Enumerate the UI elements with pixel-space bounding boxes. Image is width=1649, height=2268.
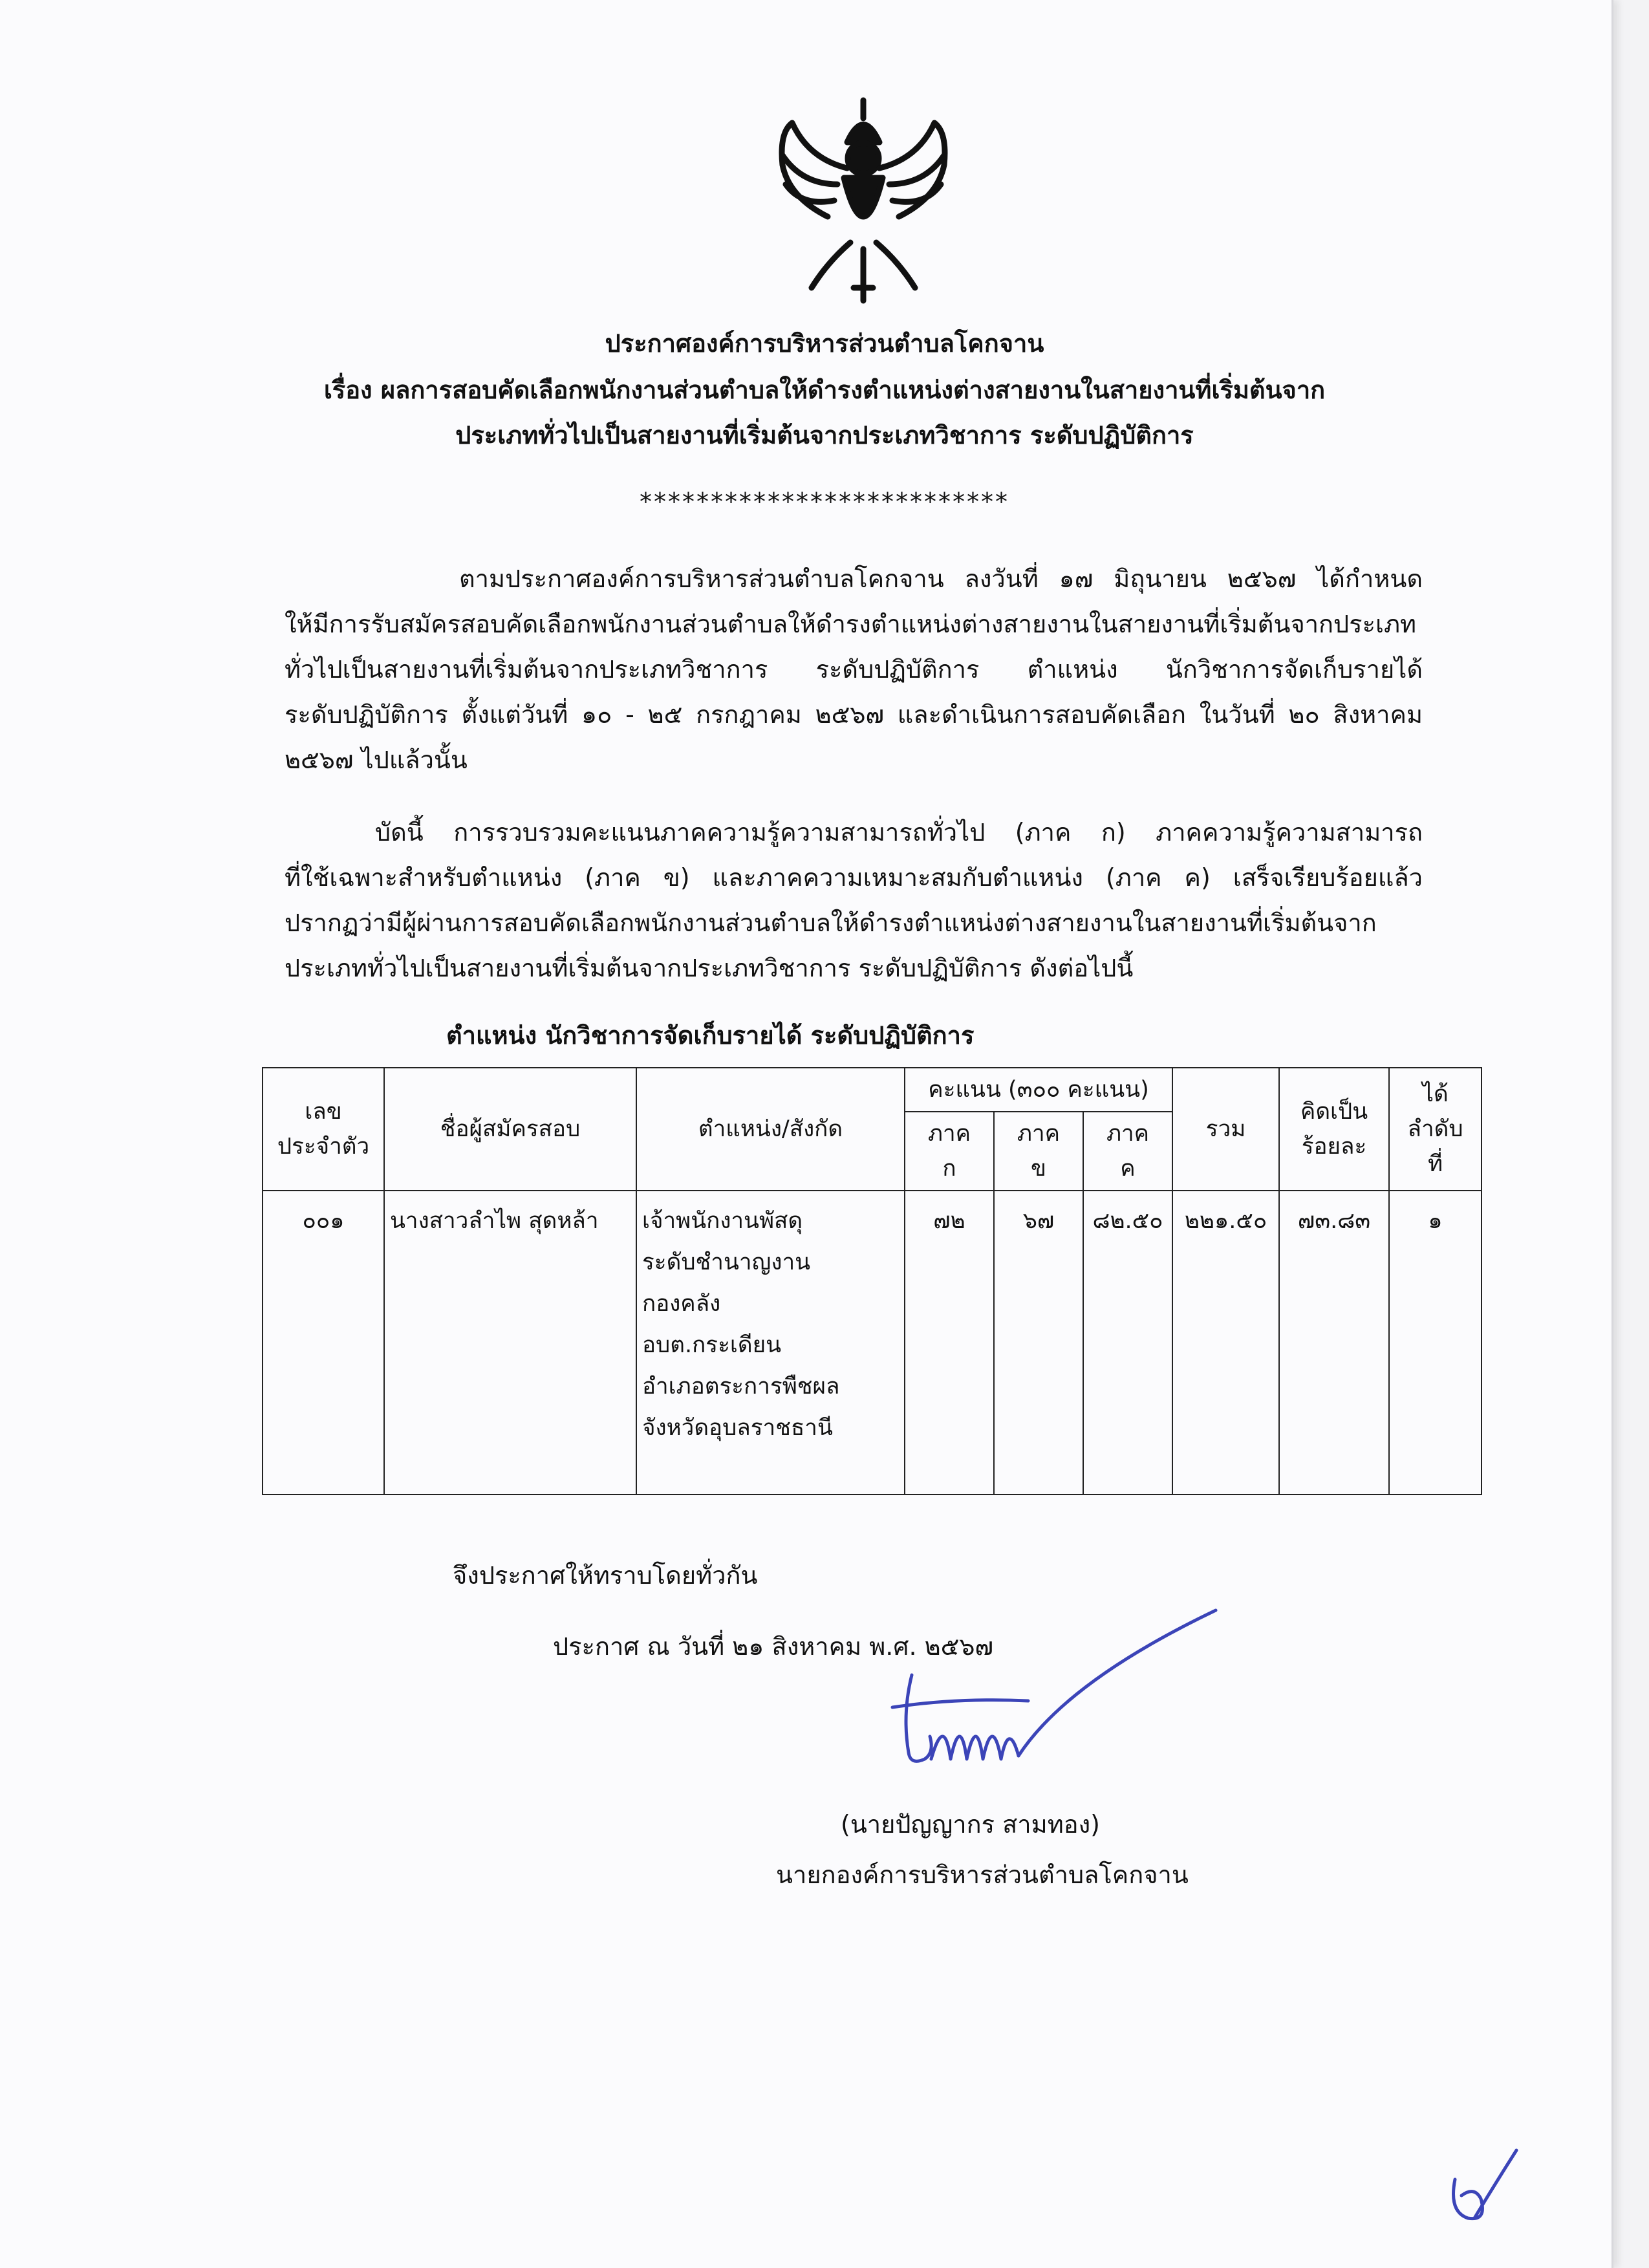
handwritten-signature-icon xyxy=(854,1604,1267,1817)
header-part-b: ภาค ข xyxy=(994,1112,1083,1191)
announcement-title: ประกาศองค์การบริหารส่วนตำบลโคกจาน xyxy=(605,329,1044,358)
signer-title: นายกองค์การบริหารส่วนตำบลโคกจาน xyxy=(776,1861,1189,1889)
para1-line: ทั่วไปเป็นสายงานที่เริ่มต้นจากประเภทวิชาการ ระดับปฏิบัติการ ตำแหน่ง นักวิชาการจัดเก็บรายได้ xyxy=(285,655,1423,684)
results-table xyxy=(262,1067,1482,1495)
cell-id: ๐๐๑ xyxy=(263,1191,384,1495)
cell-name: นางสาวลำไพ สุดหล้า xyxy=(384,1191,636,1495)
para2-line: ปรากฏว่ามีผู้ผ่านการสอบคัดเลือกพนักงานส่วนตำบลให้ดำรงตำแหน่งต่างสายงานในสายงานที่เริ่มต้นจาก xyxy=(285,909,1377,937)
header-name: ชื่อผู้สมัครสอบ xyxy=(384,1068,636,1191)
header-score-group: คะแนน (๓๐๐ คะแนน) xyxy=(905,1068,1172,1112)
cell-part-a: ๗๒ xyxy=(905,1191,994,1495)
header-id: เลข ประจำตัว xyxy=(263,1068,384,1191)
header-rank: ได้ ลำดับ ที่ xyxy=(1389,1068,1482,1191)
cell-part-b: ๖๗ xyxy=(994,1191,1083,1495)
announcement-subject-line2: ประเภททั่วไปเป็นสายงานที่เริ่มต้นจากประเภทวิชาการ ระดับปฏิบัติการ xyxy=(455,421,1194,449)
para2-line: ที่ใช้เฉพาะสำหรับตำแหน่ง (ภาค ข) และภาคความเหมาะสมกับตำแหน่ง (ภาค ค) เสร็จเรียบร้อยแล้ว xyxy=(285,863,1423,892)
handwritten-initials-icon xyxy=(1429,2141,1526,2238)
signer-name: (นายปัญญากร สามทอง) xyxy=(841,1810,1100,1839)
para1-line: ๒๕๖๗ ไปแล้วนั้น xyxy=(285,746,468,774)
cell-part-c: ๘๒.๕๐ xyxy=(1083,1191,1172,1495)
para2-line: ประเภททั่วไปเป็นสายงานที่เริ่มต้นจากประเภทวิชาการ ระดับปฏิบัติการ ดังต่อไปนี้ xyxy=(285,954,1134,982)
table-row xyxy=(263,1191,1482,1495)
cell-percent: ๗๓.๘๓ xyxy=(1279,1191,1389,1495)
cell-rank: ๑ xyxy=(1389,1191,1482,1495)
cell-total: ๒๒๑.๕๐ xyxy=(1172,1191,1279,1495)
para1-line: ระดับปฏิบัติการ ตั้งแต่วันที่ ๑๐ - ๒๕ กรกฎาคม ๒๕๖๗ และดำเนินการสอบคัดเลือก ในวันที่ ๒๐ สิงหาคม xyxy=(285,700,1423,729)
para2-line: บัดนี้ การรวบรวมคะแนนภาคความรู้ความสามารถทั่วไป (ภาค ก) ภาคความรู้ความสามารถ xyxy=(375,818,1423,847)
para1-line: ให้มีการรับสมัครสอบคัดเลือกพนักงานส่วนตำบลให้ดำรงตำแหน่งต่างสายงานในสายงานที่เริ่มต้นจากประเภท xyxy=(285,610,1417,638)
header-part-a: ภาค ก xyxy=(905,1112,994,1191)
para1-line: ตามประกาศองค์การบริหารส่วนตำบลโคกจาน ลงวันที่ ๑๗ มิถุนายน ๒๕๖๗ ได้กำหนด xyxy=(459,565,1423,593)
garuda-emblem-icon xyxy=(757,94,970,307)
announcement-subject-line1: เรื่อง ผลการสอบคัดเลือกพนักงานส่วนตำบลให้ดำรงตำแหน่งต่างสายงานในสายงานที่เริ่มต้นจาก xyxy=(323,376,1326,404)
table-caption: ตำแหน่ง นักวิชาการจัดเก็บรายได้ ระดับปฏิบัติการ xyxy=(446,1021,975,1050)
announcement-date: ประกาศ ณ วันที่ ๒๑ สิงหาคม พ.ศ. ๒๕๖๗ xyxy=(553,1632,994,1661)
header-part-c: ภาค ค xyxy=(1083,1112,1172,1191)
body-paragraph-1 xyxy=(285,556,1423,783)
cell-position: เจ้าพนักงานพัสดุ ระดับชำนาญงาน กองคลัง อบต.กระเดียน อำเภอตระการพืชผล จังหวัดอุบลราชธานี xyxy=(636,1191,905,1495)
header-total: รวม xyxy=(1172,1068,1279,1191)
closing-notice: จึงประกาศให้ทราบโดยทั่วกัน xyxy=(453,1561,758,1590)
separator-line: ************************** xyxy=(640,488,1009,516)
body-paragraph-2 xyxy=(285,810,1423,991)
header-percent: คิดเป็น ร้อยละ xyxy=(1279,1068,1389,1191)
header-position: ตำแหน่ง/สังกัด xyxy=(636,1068,905,1191)
